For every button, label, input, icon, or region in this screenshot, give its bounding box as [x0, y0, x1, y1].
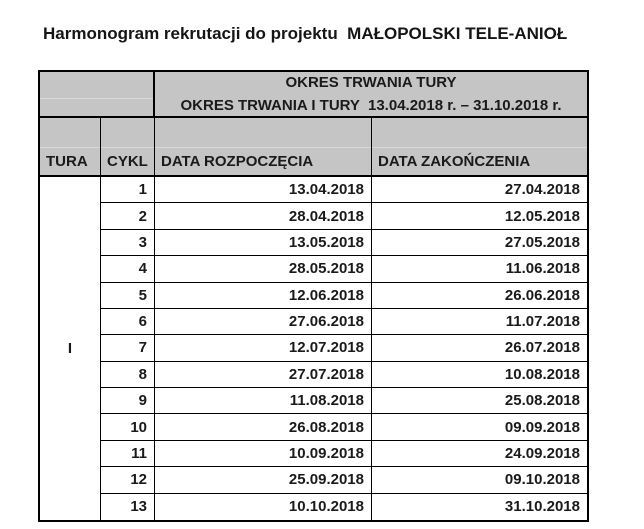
- start-date-cell: 12.07.2018: [155, 335, 372, 361]
- cykl-cell: 10: [101, 414, 155, 440]
- end-date-cell: 11.06.2018: [372, 256, 587, 282]
- cykl-cell: 13: [101, 494, 155, 520]
- start-date-cell: 13.04.2018: [155, 177, 372, 203]
- start-date-cell: 28.04.2018: [155, 203, 372, 229]
- cykl-cell: 11: [101, 441, 155, 467]
- cykl-cell: 7: [101, 335, 155, 361]
- cykl-cell: 4: [101, 256, 155, 282]
- end-date-cell: 11.07.2018: [372, 309, 587, 335]
- start-date-cell: 27.06.2018: [155, 309, 372, 335]
- end-date-cell: 10.08.2018: [372, 362, 587, 388]
- end-date-cell: 09.10.2018: [372, 467, 587, 493]
- end-date-cell: 27.05.2018: [372, 230, 587, 256]
- end-date-cell: 27.04.2018: [372, 177, 587, 203]
- end-date-cell: 09.09.2018: [372, 414, 587, 440]
- cykl-cell: 2: [101, 203, 155, 229]
- header-period-cell: [155, 72, 587, 118]
- end-date-cell: 24.09.2018: [372, 441, 587, 467]
- column-header-data-rozpoczecia: DATA ROZPOCZĘCIA: [155, 118, 372, 177]
- start-date-cell: 26.08.2018: [155, 414, 372, 440]
- end-date-cell: 12.05.2018: [372, 203, 587, 229]
- start-date-cell: 11.08.2018: [155, 388, 372, 414]
- start-date-cell: 13.05.2018: [155, 230, 372, 256]
- start-date-cell: 27.07.2018: [155, 362, 372, 388]
- tura-value-cell: I: [40, 177, 101, 520]
- column-header-cykl: CYKL: [101, 118, 155, 177]
- cykl-cell: 5: [101, 283, 155, 309]
- cykl-cell: 6: [101, 309, 155, 335]
- column-header-data-zakonczenia: DATA ZAKOŃCZENIA: [372, 118, 587, 177]
- start-date-cell: 10.09.2018: [155, 441, 372, 467]
- cykl-cell: 9: [101, 388, 155, 414]
- header-corner-cell: [40, 72, 155, 118]
- start-date-cell: 28.05.2018: [155, 256, 372, 282]
- end-date-cell: 26.06.2018: [372, 283, 587, 309]
- end-date-cell: 31.10.2018: [504, 498, 580, 516]
- column-header-tura: TURA: [40, 118, 101, 177]
- cykl-cell: 3: [101, 230, 155, 256]
- end-date-cell: 26.07.2018: [372, 335, 587, 361]
- page-title: Harmonogram rekrutacji do projektu MAŁOPOLSKI TELE-ANIOŁ: [43, 24, 568, 43]
- start-date-cell: 25.09.2018: [155, 467, 372, 493]
- period-title: OKRES TRWANIA TURY: [285, 73, 457, 91]
- start-date-cell: 12.06.2018: [155, 283, 372, 309]
- cykl-cell: 12: [101, 467, 155, 493]
- cykl-cell: 8: [101, 362, 155, 388]
- start-date-cell: 10.10.2018: [155, 494, 372, 520]
- cykl-cell: 1: [101, 177, 155, 203]
- end-date-cell: 25.08.2018: [372, 388, 587, 414]
- period-range: OKRES TRWANIA I TURY 13.04.2018 r. – 31.10.2018 r.: [180, 96, 562, 114]
- recruitment-schedule-table: [38, 70, 589, 522]
